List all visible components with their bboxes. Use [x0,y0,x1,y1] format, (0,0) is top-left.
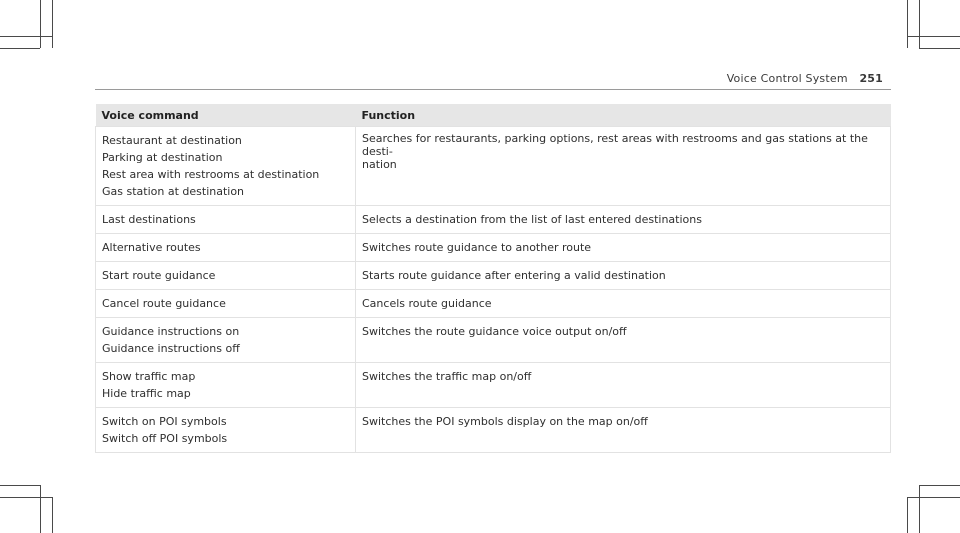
voice-command: Rest area with restrooms at destination [102,168,320,181]
voice-command: Switch on POI symbols [102,415,227,428]
function-cell [356,127,891,206]
function-text: Switches route guidance to another route [362,241,592,254]
voice-command: Guidance instructions on [102,325,240,338]
crop-mark [0,48,40,49]
crop-mark [52,497,53,533]
voice-command: Switch off POI symbols [102,432,228,445]
crop-mark [919,48,960,49]
voice-command-cell [96,408,356,453]
function-cell [356,262,891,290]
voice-command-cell [96,290,356,318]
voice-command: Alternative routes [102,241,201,254]
crop-mark [919,485,960,486]
voice-command: Start route guidance [102,269,216,282]
voice-command: Hide traffic map [102,387,191,400]
voice-command: Show traffic map [102,370,196,383]
function-text: Searches for restaurants, parking options, rest areas with restrooms and gas stations at the desti- [362,132,868,158]
table-row [96,363,891,408]
function-cell [356,206,891,234]
crop-mark [907,497,960,498]
crop-mark [0,497,52,498]
voice-command: Parking at destination [102,151,223,164]
voice-command-cell [96,206,356,234]
crop-mark [52,0,53,48]
crop-mark [907,0,908,48]
function-cell [356,363,891,408]
function-cell [356,290,891,318]
function-text: Switches the route guidance voice output on/off [362,325,627,338]
voice-command-table [95,104,891,453]
function-cell [356,318,891,363]
crop-mark [40,485,41,533]
table-row [96,234,891,262]
function-text: Switches the traffic map on/off [362,370,532,383]
function-text: Starts route guidance after entering a valid destination [362,269,666,282]
voice-command: Cancel route guidance [102,297,226,310]
voice-command-cell [96,318,356,363]
table-row [96,408,891,453]
crop-mark [0,485,40,486]
crop-mark [907,497,908,533]
running-header [727,72,883,85]
voice-command: Restaurant at destination [102,134,242,147]
function-text: Selects a destination from the list of last entered destinations [362,213,702,226]
voice-command: Last destinations [102,213,196,226]
table-row [96,127,891,206]
page-number: 251 [859,72,883,85]
crop-mark [919,0,920,48]
header-rule [95,89,891,90]
section-title: Voice Control System [726,72,848,85]
column-header-function: Function [356,104,891,127]
function-cell [356,234,891,262]
crop-mark [40,0,41,48]
voice-command-cell [96,234,356,262]
crop-mark [907,36,960,37]
column-header-voice-command: Voice command [96,104,356,127]
voice-command-cell [96,262,356,290]
function-text: Cancels route guidance [362,297,492,310]
voice-command-cell [96,127,356,206]
crop-mark [0,36,52,37]
table-header-row [96,104,891,127]
crop-mark [919,485,920,533]
voice-command: Guidance instructions off [102,342,240,355]
table-row [96,206,891,234]
function-cell [356,408,891,453]
table-row [96,318,891,363]
function-text: nation [362,158,397,171]
table-row [96,262,891,290]
table-row [96,290,891,318]
function-text: Switches the POI symbols display on the map on/off [362,415,648,428]
voice-command-cell [96,363,356,408]
voice-command: Gas station at destination [102,185,245,198]
